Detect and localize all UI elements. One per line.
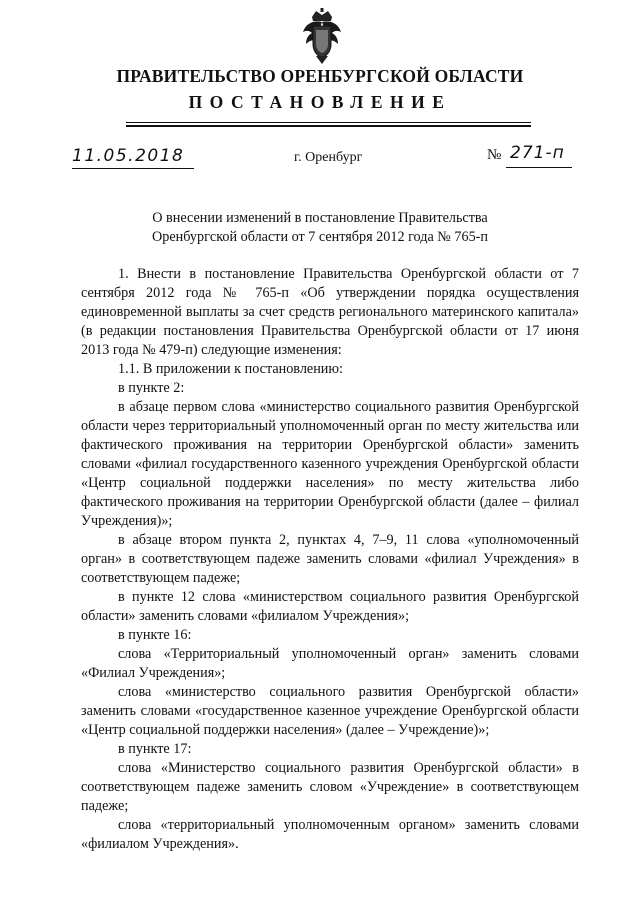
paragraph: в пункте 16: [118, 627, 192, 643]
document-number-label: № [487, 147, 502, 163]
paragraph: 1.1. В приложении к постановлению: [118, 361, 343, 377]
paragraph: слова «Территориальный уполномоченный орган» заменить словами «Филиал Учреждения»; [81, 646, 579, 681]
paragraph: в пункте 12 слова «министерством социального развития Оренбургской области» заменить словами «филиалом Учреждения»; [81, 589, 579, 624]
paragraph: в абзаце первом слова «министерство социального развития Оренбургской области через территориальный уполномоченный орган по месту жительства или фактического проживания на территории Оренбургской области» заменить словами «филиал государственного казенного учреждения Оренбургской области «Центр социальной поддержки населения» по месту жительства либо фактического проживания на территории Оренбургской области (далее – филиал Учреждения)»; [81, 399, 579, 529]
paragraph: в пункте 17: [118, 741, 192, 757]
title-line-1: О внесении изменений в постановление Правительства [152, 210, 488, 226]
paragraph: в пункте 2: [118, 380, 185, 396]
document-city: г. Оренбург [294, 150, 363, 165]
paragraph: в абзаце втором пункта 2, пунктах 4, 7–9, 11 слова «уполномоченный орган» в соответствующем падеже заменить словами «филиал Учреждения» в соответствующем падеже; [81, 532, 579, 586]
paragraph: 1. Внести в постановление Правительства Оренбургской области от 7 сентября 2012 года № 765-п «Об утверждении порядка осуществления единовременной выплаты за счет средств регионального материнского капитала» (в редакции постановления Правительства Оренбургской области от 17 июня 2013 года № 479-п) следующие изменения: [81, 266, 579, 358]
coat-of-arms-icon [298, 8, 346, 64]
document-title [0, 209, 640, 247]
paragraph: слова «территориальный уполномоченным органом» заменить словами «филиалом Учреждения». [81, 817, 579, 852]
header-rule-thin [126, 122, 531, 123]
document-body [81, 265, 579, 854]
document-date: 11.05.2018 [72, 146, 194, 169]
document-number: 271-п [506, 143, 572, 168]
header-rule-thick [126, 125, 531, 127]
paragraph: слова «министерство социального развития Оренбургской области» заменить словами «государственное казенное учреждение Оренбургской области «Центр социальной поддержки населения» (далее – Учреждение)»; [81, 684, 579, 738]
document-type: ПОСТАНОВЛЕНИЕ [188, 92, 452, 112]
title-line-2: Оренбургской области от 7 сентября 2012 года № 765-п [152, 229, 488, 245]
paragraph: слова «Министерство социального развития Оренбургской области» в соответствующем падеже заменить словом «Учреждение» в соответствующем падеже; [81, 760, 579, 814]
organization-name: ПРАВИТЕЛЬСТВО ОРЕНБУРГСКОЙ ОБЛАСТИ [116, 66, 524, 86]
